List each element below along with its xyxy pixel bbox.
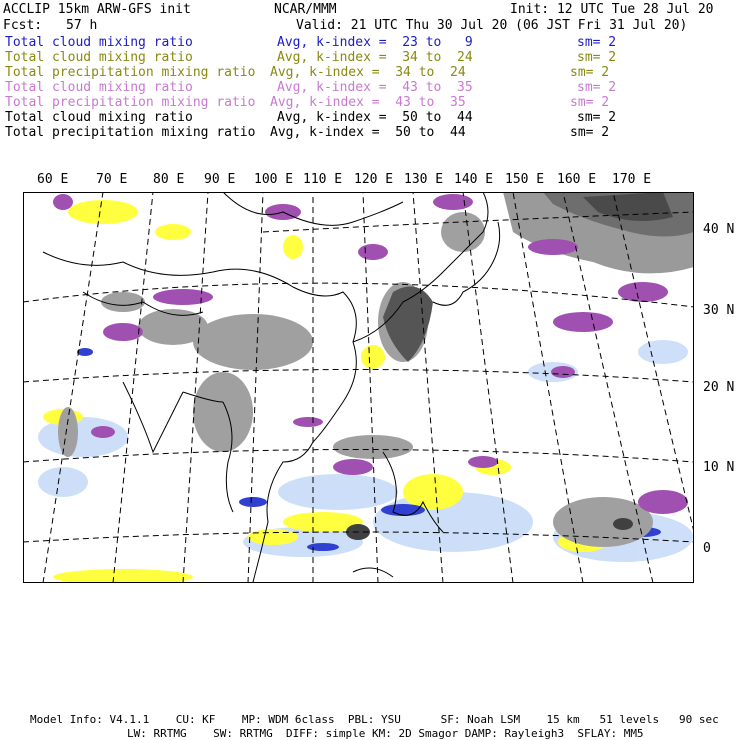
weather-map xyxy=(23,192,694,583)
lon-label-70e: 70 E xyxy=(96,172,128,187)
footer-model-info: Model Info: V4.1.1 CU: KF MP: WDM 6class PBL: YSU SF: Noah LSM 15 km 51 levels 90 sec xyxy=(30,713,719,726)
lat-label-20n: 20 N xyxy=(703,380,735,395)
legend-field-2: Total cloud mixing ratio xyxy=(5,50,193,65)
init-time: Init: 12 UTC Tue 28 Jul 20 xyxy=(510,2,714,17)
fcst-label: Fcst: xyxy=(3,18,43,33)
legend-avg-5: Avg, k-index = 43 to 35 xyxy=(270,95,466,110)
legend-field-1: Total cloud mixing ratio xyxy=(5,35,193,50)
lon-label-160e: 160 E xyxy=(557,172,597,187)
legend-avg-3: Avg, k-index = 34 to 24 xyxy=(270,65,466,80)
legend-avg-1: Avg, k-index = 23 to 9 xyxy=(277,35,473,50)
legend-sm-6: sm= 2 xyxy=(577,110,617,125)
legend-sm-2: sm= 2 xyxy=(577,50,617,65)
legend-sm-3: sm= 2 xyxy=(570,65,610,80)
lon-label-150e: 150 E xyxy=(505,172,545,187)
legend-sm-1: sm= 2 xyxy=(577,35,617,50)
fcst-value: 57 h xyxy=(66,18,98,33)
lon-label-130e: 130 E xyxy=(404,172,444,187)
legend-avg-6: Avg, k-index = 50 to 44 xyxy=(277,110,473,125)
legend-avg-2: Avg, k-index = 34 to 24 xyxy=(277,50,473,65)
model-title: ACCLIP 15km ARW-GFS init xyxy=(3,2,191,17)
lon-label-60e: 60 E xyxy=(37,172,69,187)
legend-sm-4: sm= 2 xyxy=(577,80,617,95)
legend-field-6: Total cloud mixing ratio xyxy=(5,110,193,125)
center-label: NCAR/MMM xyxy=(274,2,337,17)
lon-label-110e: 110 E xyxy=(303,172,343,187)
lon-label-170e: 170 E xyxy=(612,172,652,187)
legend-sm-5: sm= 2 xyxy=(570,95,610,110)
lon-label-90e: 90 E xyxy=(204,172,236,187)
legend-field-5: Total precipitation mixing ratio xyxy=(5,95,256,110)
legend-field-4: Total cloud mixing ratio xyxy=(5,80,193,95)
legend-field-7: Total precipitation mixing ratio xyxy=(5,125,256,140)
footer-physics-info: LW: RRTMG SW: RRTMG DIFF: simple KM: 2D Smagor DAMP: Rayleigh3 SFLAY: MM5 xyxy=(127,727,644,740)
lat-label-10n: 10 N xyxy=(703,460,735,475)
lon-label-100e: 100 E xyxy=(254,172,294,187)
lat-label-0: 0 xyxy=(703,541,711,556)
lon-label-140e: 140 E xyxy=(454,172,494,187)
lat-label-40n: 40 N xyxy=(703,222,735,237)
lon-label-120e: 120 E xyxy=(354,172,394,187)
lat-label-30n: 30 N xyxy=(703,303,735,318)
lon-label-80e: 80 E xyxy=(153,172,185,187)
valid-time: Valid: 21 UTC Thu 30 Jul 20 (06 JST Fri 31 Jul 20) xyxy=(296,18,688,33)
legend-field-3: Total precipitation mixing ratio xyxy=(5,65,256,80)
legend-avg-7: Avg, k-index = 50 to 44 xyxy=(270,125,466,140)
legend-avg-4: Avg, k-index = 43 to 35 xyxy=(277,80,473,95)
legend-sm-7: sm= 2 xyxy=(570,125,610,140)
